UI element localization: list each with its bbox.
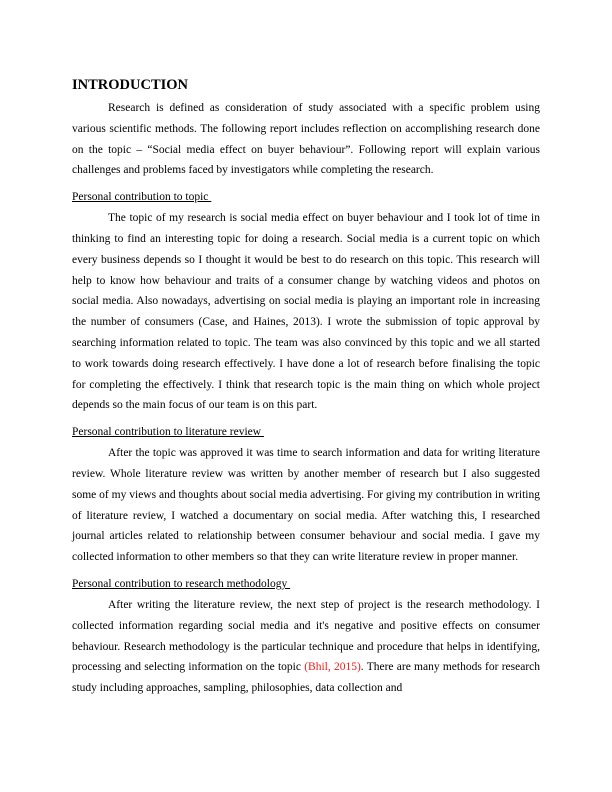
- section-paragraph-literature-review: After the topic was approved it was time to search information and data for writing literature review. Whole literature review was written by another member of research but I also suggested some of my views and thoughts about social media advertising. For giving my contribution in writing of literature review, I watched a documentary on social media. After watching this, I researched journal articles related to relationship between consumer behaviour and social media. I gave my collected information to other members so that they can write literature review in proper manner.: [72, 447, 540, 564]
- document-page: [72, 76, 540, 699]
- intro-paragraph: Research is defined as consideration of study associated with a specific problem using various scientific methods. The following report includes reflection on accomplishing research done on the topic – “Social media effect on buyer behaviour”. Following report will explain various challenges and problems faced by investigators while completing the research.: [72, 102, 540, 177]
- section-paragraph-research-methodology: [72, 595, 540, 699]
- methodology-text-end: . There are many methods for research study including approaches, sampling, philosophies, data collection and: [72, 661, 540, 695]
- section-heading-topic: Personal contribution to topic: [72, 191, 212, 204]
- section-heading-research-methodology: Personal contribution to research methodology: [72, 577, 291, 590]
- section-paragraph-topic: The topic of my research is social media effect on buyer behaviour and I took lot of time in thinking to find an interesting topic for doing a research. Social media is a current topic on which every business depends so I thought it would be best to do research on this topic. This research will help to know how behaviour and traits of a consumer change by watching videos and photos on social media. Also nowadays, advertising on social media is playing an important role in increasing the number of consumers (Case, and Haines, 2013). I wrote the submission of topic approval by searching information related to topic. The team was also convinced by this topic and we all started to work towards doing research effectively. I have done a lot of research before finalising the topic for completing the effectively. I think that research topic is the main thing on which whole project depends so the main focus of our team is on this part.: [72, 212, 540, 412]
- page-title: INTRODUCTION: [72, 77, 189, 93]
- section-heading-literature-review: Personal contribution to literature review: [72, 426, 264, 439]
- methodology-text-start: After writing the literature review, the next step of project is the research methodology. I collected information regarding social media and it's negative and positive effects on consumer behaviour. Research methodology is the particular technique and procedure that helps in identifying, processing and selecting information on the topic: [72, 598, 540, 674]
- citation-bhil-2015: (Bhil, 2015): [304, 661, 361, 674]
